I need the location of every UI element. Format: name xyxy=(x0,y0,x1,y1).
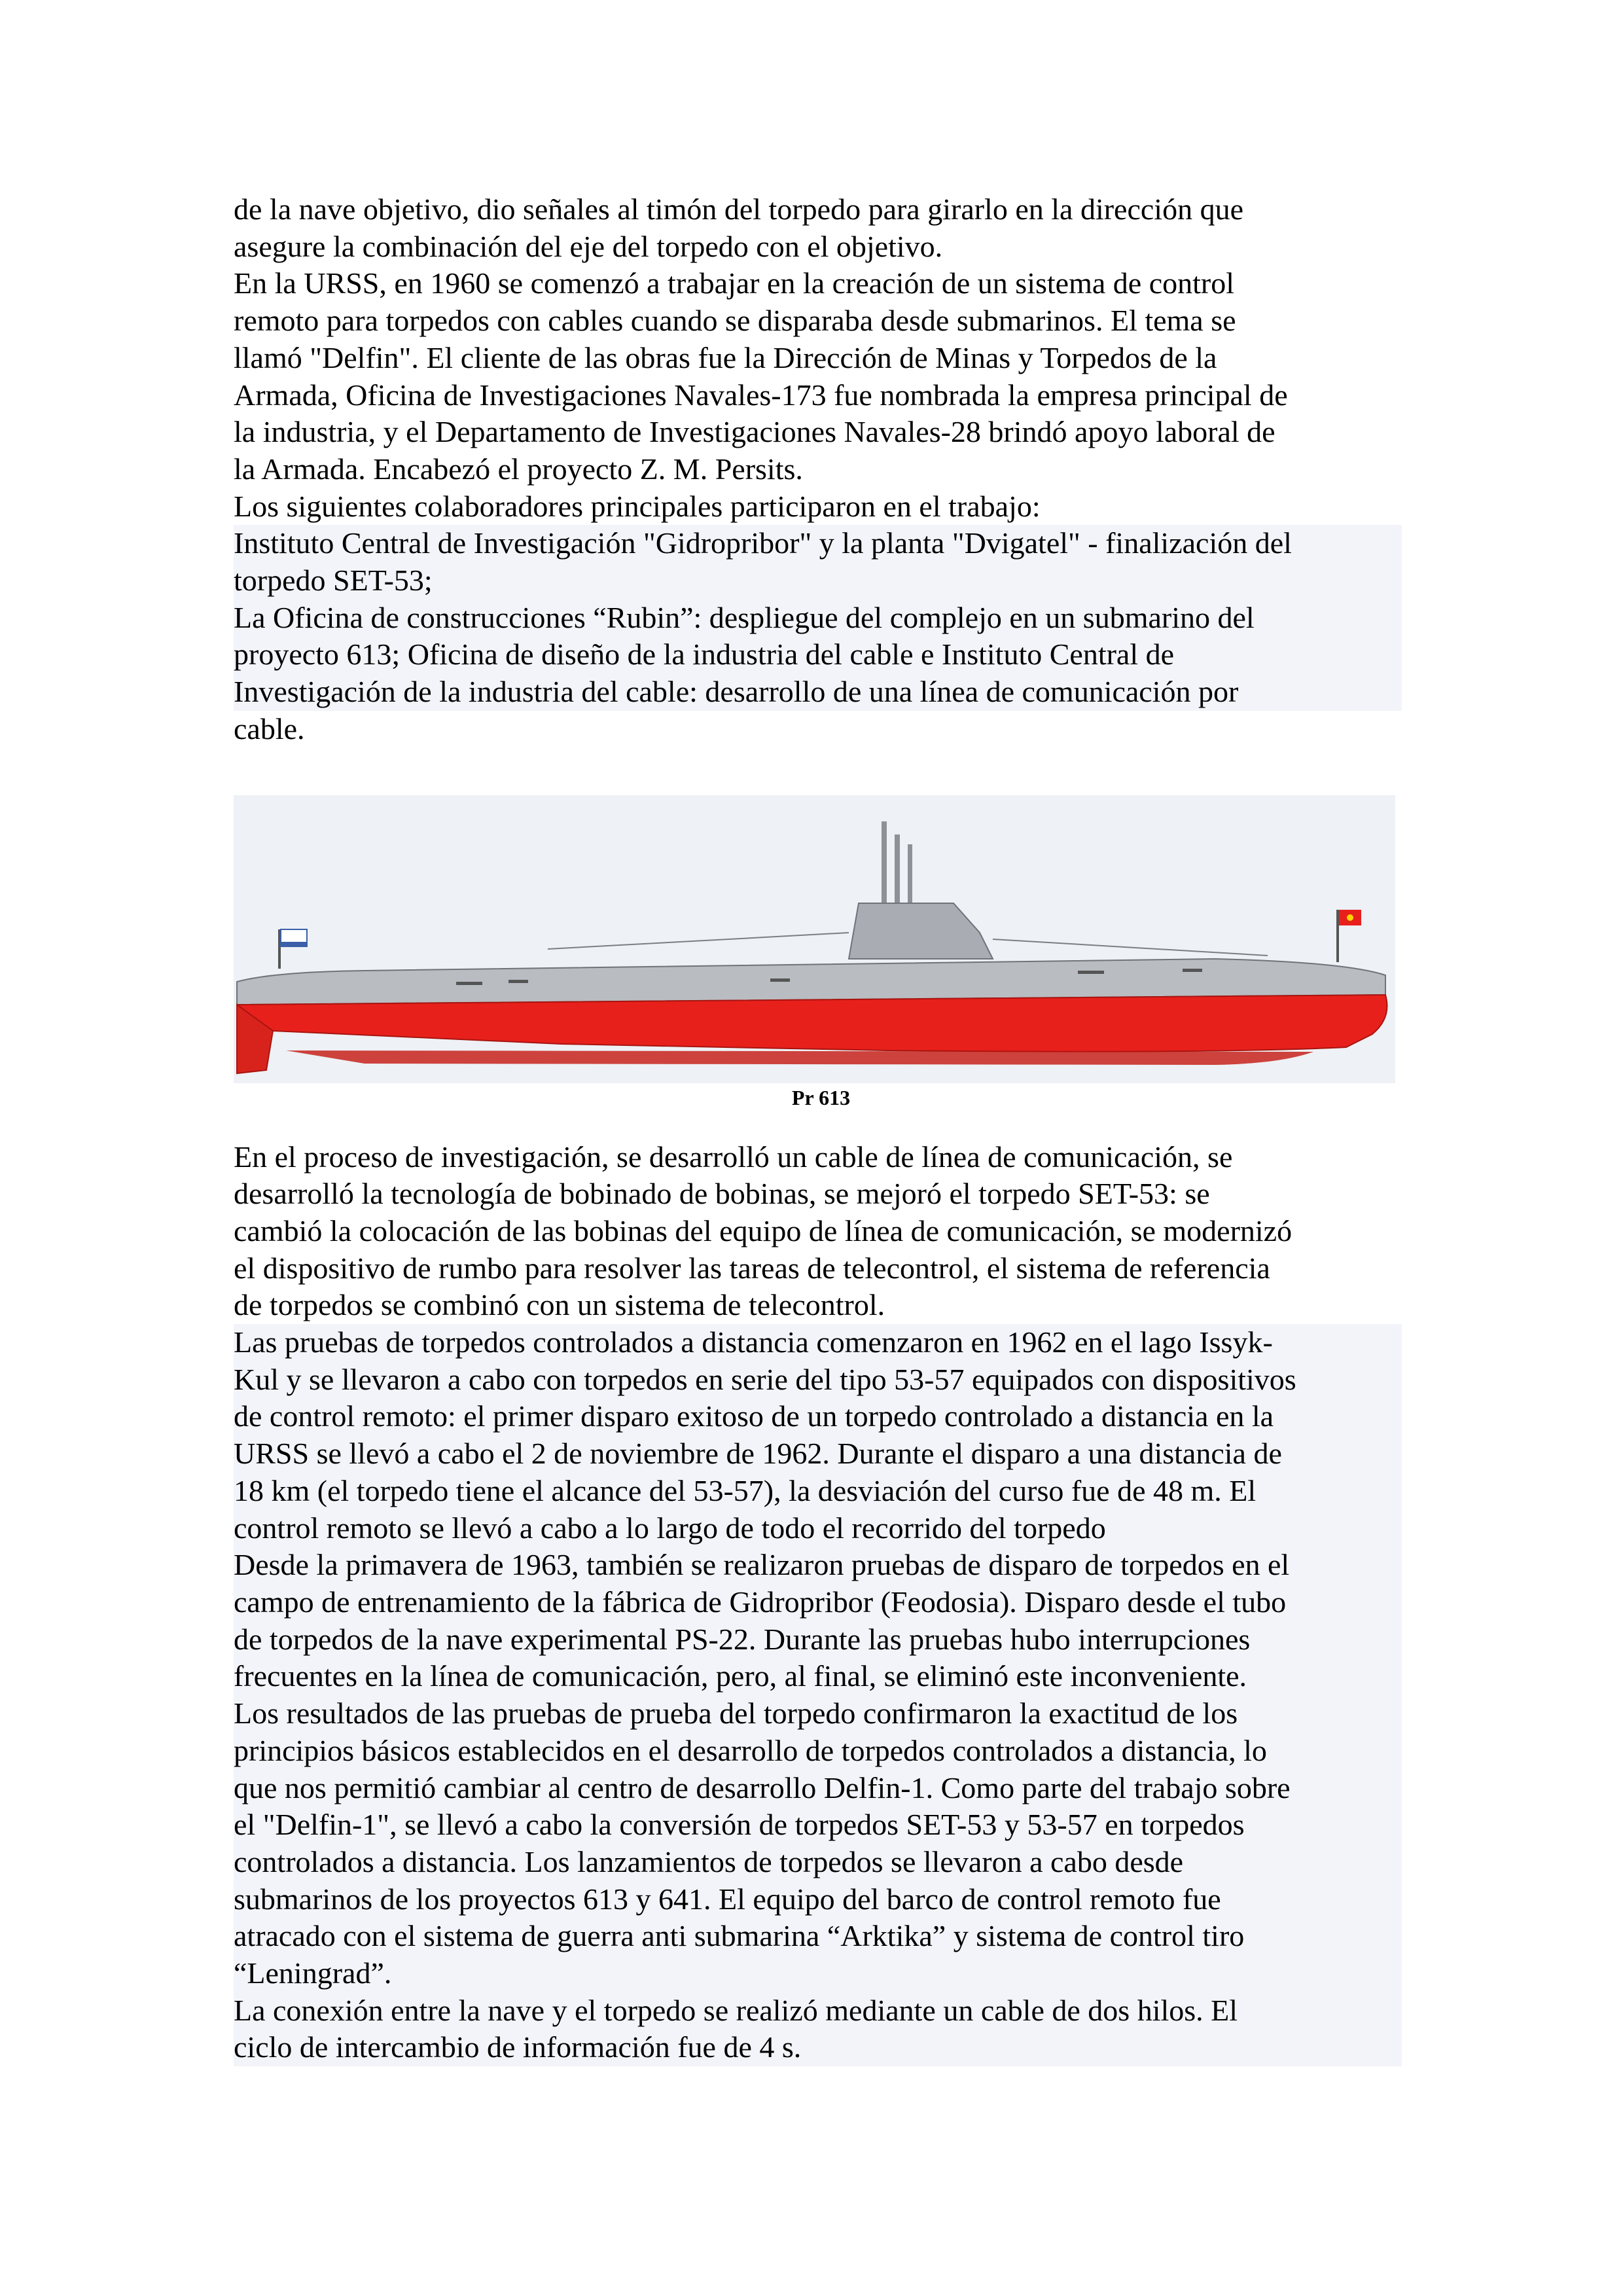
text-line: Los siguientes colaboradores principales participaron en el trabajo: xyxy=(234,489,1041,523)
text-line: campo de entrenamiento de la fábrica de Gidropribor (Feodosia). Disparo desde el tubo xyxy=(234,1584,1402,1621)
document-page xyxy=(234,191,1402,2066)
text-line: la industria, y el Departamento de Investigaciones Navales-28 brindó apoyo laboral de xyxy=(234,415,1275,449)
text-line: torpedo SET-53; xyxy=(234,562,1402,600)
text-line: En la URSS, en 1960 se comenzó a trabajar en la creación de un sistema de control xyxy=(234,266,1234,300)
text-line: Los resultados de las pruebas de prueba del torpedo confirmaron la exactitud de los xyxy=(234,1695,1402,1732)
text-line: ciclo de intercambio de información fue de 4 s. xyxy=(234,2029,1402,2066)
text-line: Armada, Oficina de Investigaciones Navales-173 fue nombrada la empresa principal de xyxy=(234,378,1288,412)
text-line: Desde la primavera de 1963, también se realizaron pruebas de disparo de torpedos en el xyxy=(234,1547,1402,1584)
text-line: de control remoto: el primer disparo exitoso de un torpedo controlado a distancia en la xyxy=(234,1398,1402,1435)
text-line: 18 km (el torpedo tiene el alcance del 53-57), la desviación del curso fue de 48 m. El xyxy=(234,1473,1402,1510)
text-line: control remoto se llevó a cabo a lo largo de todo el recorrido del torpedo xyxy=(234,1510,1402,1547)
snorkel-mast xyxy=(908,844,912,906)
text-line: llamó "Delfin". El cliente de las obras fue la Dirección de Minas y Torpedos de la xyxy=(234,340,1217,374)
text-line: el "Delfin-1", se llevó a cabo la conversión de torpedos SET-53 y 53-57 en torpedos xyxy=(234,1806,1402,1844)
bow-flagpole xyxy=(1336,910,1339,962)
text-line: cable. xyxy=(234,711,305,745)
text-line: Investigación de la industria del cable: desarrollo de una línea de comunicación por xyxy=(234,673,1402,711)
text-line: remoto para torpedos con cables cuando se disparaba desde submarinos. El tema se xyxy=(234,304,1236,338)
text-line: Kul y se llevaron a cabo con torpedos en serie del tipo 53-57 equipados con dispositivos xyxy=(234,1361,1402,1399)
text-line: submarinos de los proyectos 613 y 641. El equipo del barco de control remoto fue xyxy=(234,1881,1402,1918)
text-line: asegure la combinación del eje del torpedo con el objetivo. xyxy=(234,229,943,263)
figure-caption: Pr 613 xyxy=(791,1085,851,1109)
text-line: “Leningrad”. xyxy=(234,1955,1402,1992)
text-line: controlados a distancia. Los lanzamientos de torpedos se llevaron a cabo desde xyxy=(234,1844,1402,1881)
text-line: En el proceso de investigación, se desarrolló un cable de línea de comunicación, se xyxy=(234,1139,1233,1174)
text-line: atracado con el sistema de guerra anti submarina “Arktika” y sistema de control tiro xyxy=(234,1918,1402,1955)
paragraph-block-1 xyxy=(234,191,1402,748)
text-line: desarrolló la tecnología de bobinado de bobinas, se mejoró el torpedo SET-53: se xyxy=(234,1177,1210,1211)
text-line: cambió la colocación de las bobinas del equipo de línea de comunicación, se modernizó xyxy=(234,1213,1293,1247)
paragraph-block-2 xyxy=(234,1139,1402,2067)
text-line: de torpedos de la nave experimental PS-22. Durante las pruebas hubo interrupciones xyxy=(234,1621,1402,1659)
text-line: URSS se llevó a cabo el 2 de noviembre de 1962. Durante el disparo a una distancia de xyxy=(234,1435,1402,1473)
text-line: el dispositivo de rumbo para resolver las tareas de telecontrol, el sistema de referencia xyxy=(234,1251,1270,1285)
text-line: que nos permitió cambiar al centro de desarrollo Delfin-1. Como parte del trabajo sobre xyxy=(234,1770,1402,1807)
text-line: la Armada. Encabezó el proyecto Z. M. Persits. xyxy=(234,452,803,486)
periscope-mast xyxy=(882,821,887,906)
text-line: La conexión entre la nave y el torpedo se realizó mediante un cable de dos hilos. El xyxy=(234,1992,1402,2030)
text-line: La Oficina de construcciones “Rubin”: despliegue del complejo en un submarino del xyxy=(234,600,1402,637)
antenna-mast xyxy=(895,834,900,906)
text-line: principios básicos establecidos en el desarrollo de torpedos controlados a distancia, lo xyxy=(234,1732,1402,1770)
text-line: de torpedos se combinó con un sistema de telecontrol. xyxy=(234,1288,885,1322)
text-line: frecuentes en la línea de comunicación, pero, al final, se eliminó este inconveniente. xyxy=(234,1658,1402,1695)
text-line: Instituto Central de Investigación "Gidropribor" y la planta "Dvigatel" - finalización del xyxy=(234,525,1402,562)
text-line: Las pruebas de torpedos controlados a distancia comenzaron en 1962 en el lago Issyk- xyxy=(234,1324,1402,1361)
text-line: proyecto 613; Oficina de diseño de la industria del cable e Instituto Central de xyxy=(234,636,1402,673)
submarine-illustration xyxy=(234,795,1395,1083)
text-line: de la nave objetivo, dio señales al timón del torpedo para girarlo en la dirección que xyxy=(234,192,1243,226)
